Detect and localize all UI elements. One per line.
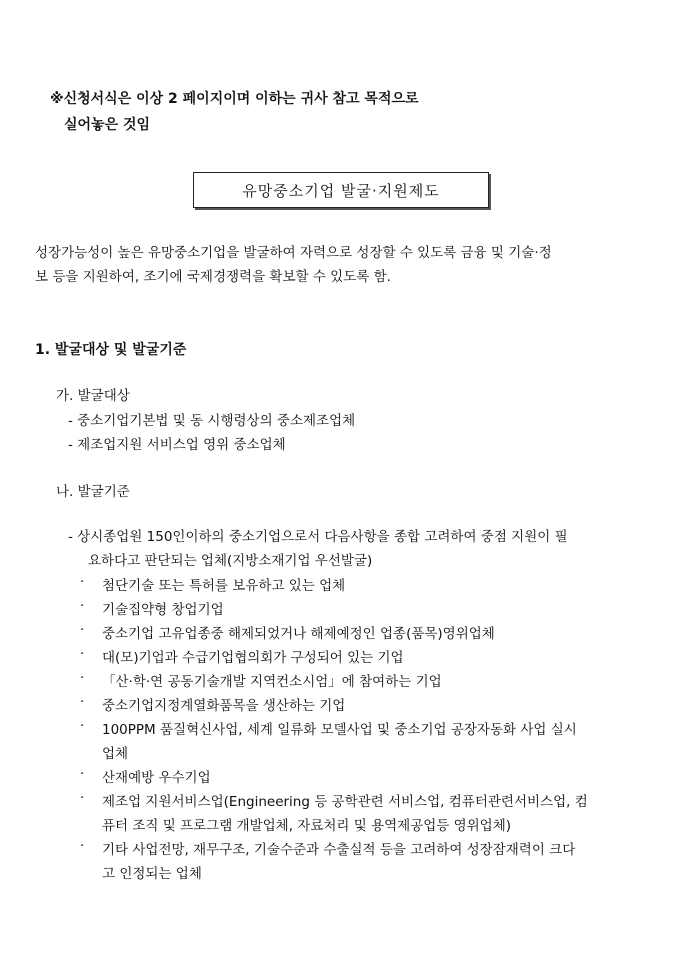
subsection-a-label: 가. 발굴대상 [56, 388, 130, 404]
bullet-text-continuation: 고 인정되는 업체 [102, 866, 202, 882]
bullet-dot: · [80, 670, 85, 686]
bullet-text: 100PPM 품질혁신사업, 세계 일류화 모델사업 및 중소기업 공장자동화 사업 실시 [102, 722, 577, 738]
bullet-dot: · [80, 622, 85, 638]
bullet-dot: · [80, 790, 85, 806]
bullet-text: 제조업 지원서비스업(Engineering 등 공학관련 서비스업, 컴퓨터관련서비스업, 컴 [102, 794, 588, 810]
bullet-dot: · [80, 766, 85, 782]
bullet-text: 기술집약형 창업기업 [102, 602, 224, 618]
subsection-a-item: - 중소기업기본법 및 동 시행령상의 중소제조업체 [68, 413, 356, 429]
bullet-text: 첨단기술 또는 특허를 보유하고 있는 업체 [102, 578, 346, 594]
bullet-text: 「산·학·연 공동기술개발 지역컨소시엄」에 참여하는 기업 [102, 674, 442, 690]
bullet-text: 중소기업 고유업종중 해제되었거나 해제예정인 업종(품목)영위업체 [102, 626, 495, 642]
bullet-dot: · [80, 838, 85, 854]
bullet-text: 대(모)기업과 수급기업협의회가 구성되어 있는 기업 [102, 650, 404, 666]
notice-line-1: ※신청서식은 이상 2 페이지이며 이하는 귀사 참고 목적으로 [50, 91, 419, 107]
criterion-line-2: 요하다고 판단되는 업체(지방소재기업 우선발굴) [88, 553, 373, 569]
bullet-text: 중소기업지정계열화품목을 생산하는 기업 [102, 698, 346, 714]
bullet-text: 산재예방 우수기업 [102, 770, 211, 786]
bullet-text: 기타 사업전망, 재무구조, 기술수준과 수출실적 등을 고려하여 성장잠재력이 크다 [102, 842, 576, 858]
bullet-text-continuation: 퓨터 조직 및 프로그램 개발업체, 자료처리 및 용역제공업등 영위업체) [102, 818, 512, 834]
subsection-b-label: 나. 발굴기준 [56, 484, 130, 500]
intro-line-2: 보 등을 지원하여, 조기에 국제경쟁력을 확보할 수 있도록 함. [35, 269, 391, 285]
bullet-dot: · [80, 598, 85, 614]
notice-line-2: 실어놓은 것임 [64, 117, 151, 133]
bullet-dot: · [80, 694, 85, 710]
section-heading: 1. 발굴대상 및 발굴기준 [35, 342, 187, 358]
intro-line-1: 성장가능성이 높은 유망중소기업을 발굴하여 자력으로 성장할 수 있도록 금융 및 기술·정 [35, 245, 552, 261]
criterion-line-1: - 상시종업원 150인이하의 중소기업으로서 다음사항을 종합 고려하여 중점 지원이 필 [68, 529, 568, 545]
document-title: 유망중소기업 발굴·지원제도 [193, 172, 489, 208]
bullet-dot: · [80, 574, 85, 590]
bullet-dot: · [80, 646, 85, 662]
bullet-dot: · [80, 718, 85, 734]
subsection-a-item: - 제조업지원 서비스업 영위 중소업체 [68, 437, 286, 453]
bullet-text-continuation: 업체 [102, 746, 129, 762]
